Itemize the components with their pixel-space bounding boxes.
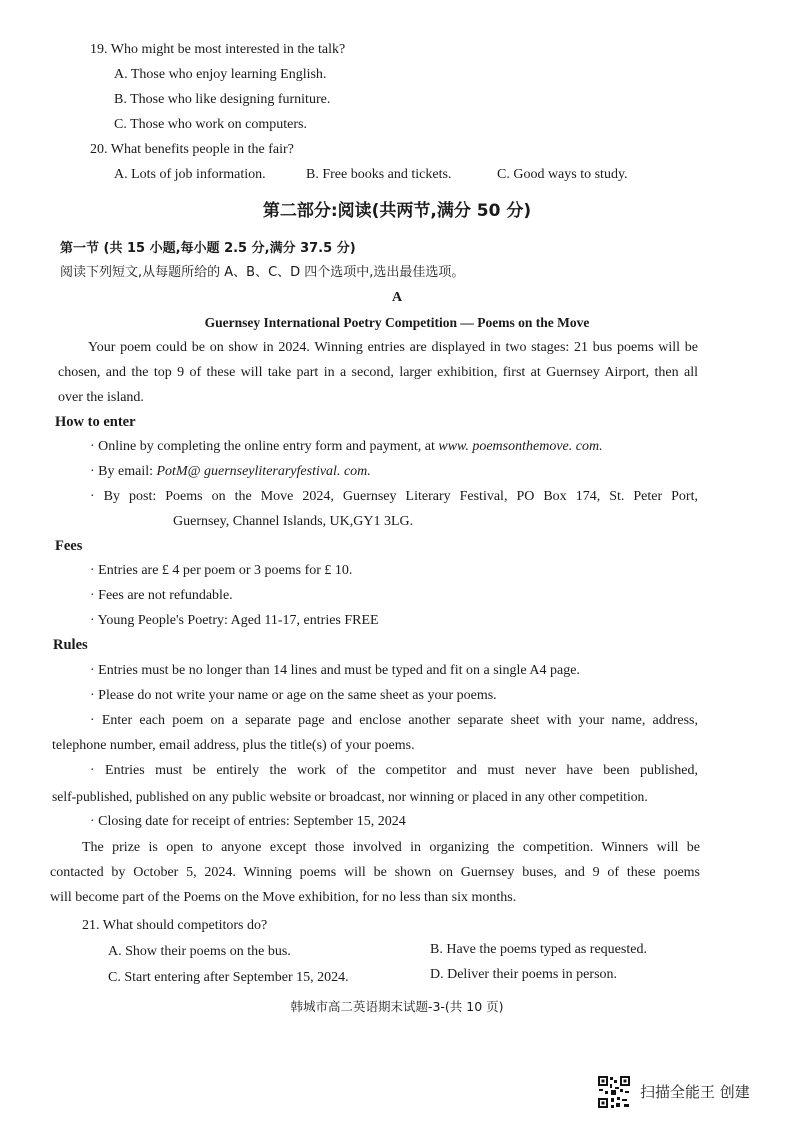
how-online: · Online by completing the online entry form and payment, at www. poemsonthemove. com.: [90, 439, 603, 454]
rule-1: · Entries must be no longer than 14 lines and must be typed and fit on a single A4 page.: [90, 663, 580, 678]
page-footer: 韩城市高二英语期末试题-3-(共 10 页): [290, 999, 504, 1014]
q21-stem: 21. What should competitors do?: [82, 918, 268, 933]
q21-option-d: D. Deliver their poems in person.: [430, 967, 618, 982]
rules-heading: Rules: [53, 637, 88, 653]
closing-line-1: The prize is open to anyone except those involved in organizing the competition. Winners will be: [82, 840, 700, 855]
q20-stem: 20. What benefits people in the fair?: [90, 142, 294, 157]
fee-item-1: · Entries are £ 4 per poem or 3 poems for £ 10.: [90, 563, 353, 578]
closing-line-3: will become part of the Poems on the Move exhibition, for no less than six months.: [50, 890, 517, 905]
qr-code-icon: [597, 1075, 631, 1109]
how-email: · By email: PotM@ guernseyliteraryfestival. com.: [90, 464, 371, 479]
rule-3-line-2: telephone number, email address, plus the title(s) of your poems.: [52, 738, 415, 753]
intro-line-3: over the island.: [58, 390, 144, 405]
q19-stem: 19. Who might be most interested in the talk?: [90, 42, 346, 57]
how-to-enter-heading: How to enter: [55, 414, 136, 430]
intro-line-1: Your poem could be on show in 2024. Winning entries are displayed in two stages: 21 bus poems will be: [88, 340, 698, 355]
rule-2: · Please do not write your name or age on the same sheet as your poems.: [90, 688, 497, 703]
rule-4-line-1: · Entries must be entirely the work of the competitor and must never have been published,: [90, 763, 698, 778]
q19-option-b: B. Those who like designing furniture.: [114, 92, 331, 107]
email-address: PotM@ guernseyliteraryfestival. com.: [156, 464, 371, 479]
q20-option-a: A. Lots of job information.: [114, 167, 266, 182]
passage-title: Guernsey International Poetry Competition — Poems on the Move: [204, 315, 590, 330]
how-post-line-1: · By post: Poems on the Move 2024, Guernsey Literary Festival, PO Box 174, St. Peter Port,: [90, 489, 698, 504]
section1-instruction: 阅读下列短文,从每题所给的 A、B、C、D 四个选项中,选出最佳选项。: [60, 265, 465, 280]
watermark-text: 扫描全能王 创建: [640, 1083, 750, 1101]
intro-line-2: chosen, and the top 9 of these will take part in a second, larger exhibition, first at Guernsey Airport, then all: [58, 365, 698, 380]
q19-option-a: A. Those who enjoy learning English.: [114, 67, 327, 82]
online-url: www. poemsonthemove. com.: [438, 439, 603, 454]
closing-line-2: contacted by October 5, 2024. Winning poems will be shown on Guernsey buses, and 9 of these poems: [50, 865, 700, 880]
passage-letter: A: [391, 290, 403, 305]
q20-option-c: C. Good ways to study.: [497, 167, 628, 182]
rule-5: · Closing date for receipt of entries: September 15, 2024: [90, 814, 406, 829]
q19-option-c: C. Those who work on computers.: [114, 117, 307, 132]
q20-option-b: B. Free books and tickets.: [306, 167, 452, 182]
section1-title: 第一节 (共 15 小题,每小题 2.5 分,满分 37.5 分): [60, 241, 356, 256]
rule-3-line-1: · Enter each poem on a separate page and enclose another separate sheet with your name, address,: [90, 713, 698, 728]
q21-option-c: C. Start entering after September 15, 2024.: [108, 970, 349, 985]
q21-option-a: A. Show their poems on the bus.: [108, 944, 291, 959]
part2-title: 第二部分:阅读(共两节,满分 50 分): [262, 201, 532, 221]
fee-item-3: · Young People's Poetry: Aged 11-17, entries FREE: [90, 613, 379, 628]
q21-option-b: B. Have the poems typed as requested.: [430, 942, 647, 957]
rule-4-line-2: self-published, published on any public website or broadcast, nor winning or placed in any other competition.: [52, 789, 648, 804]
how-post-line-2: Guernsey, Channel Islands, UK,GY1 3LG.: [173, 514, 414, 529]
fee-item-2: · Fees are not refundable.: [90, 588, 233, 603]
fees-heading: Fees: [55, 538, 83, 554]
